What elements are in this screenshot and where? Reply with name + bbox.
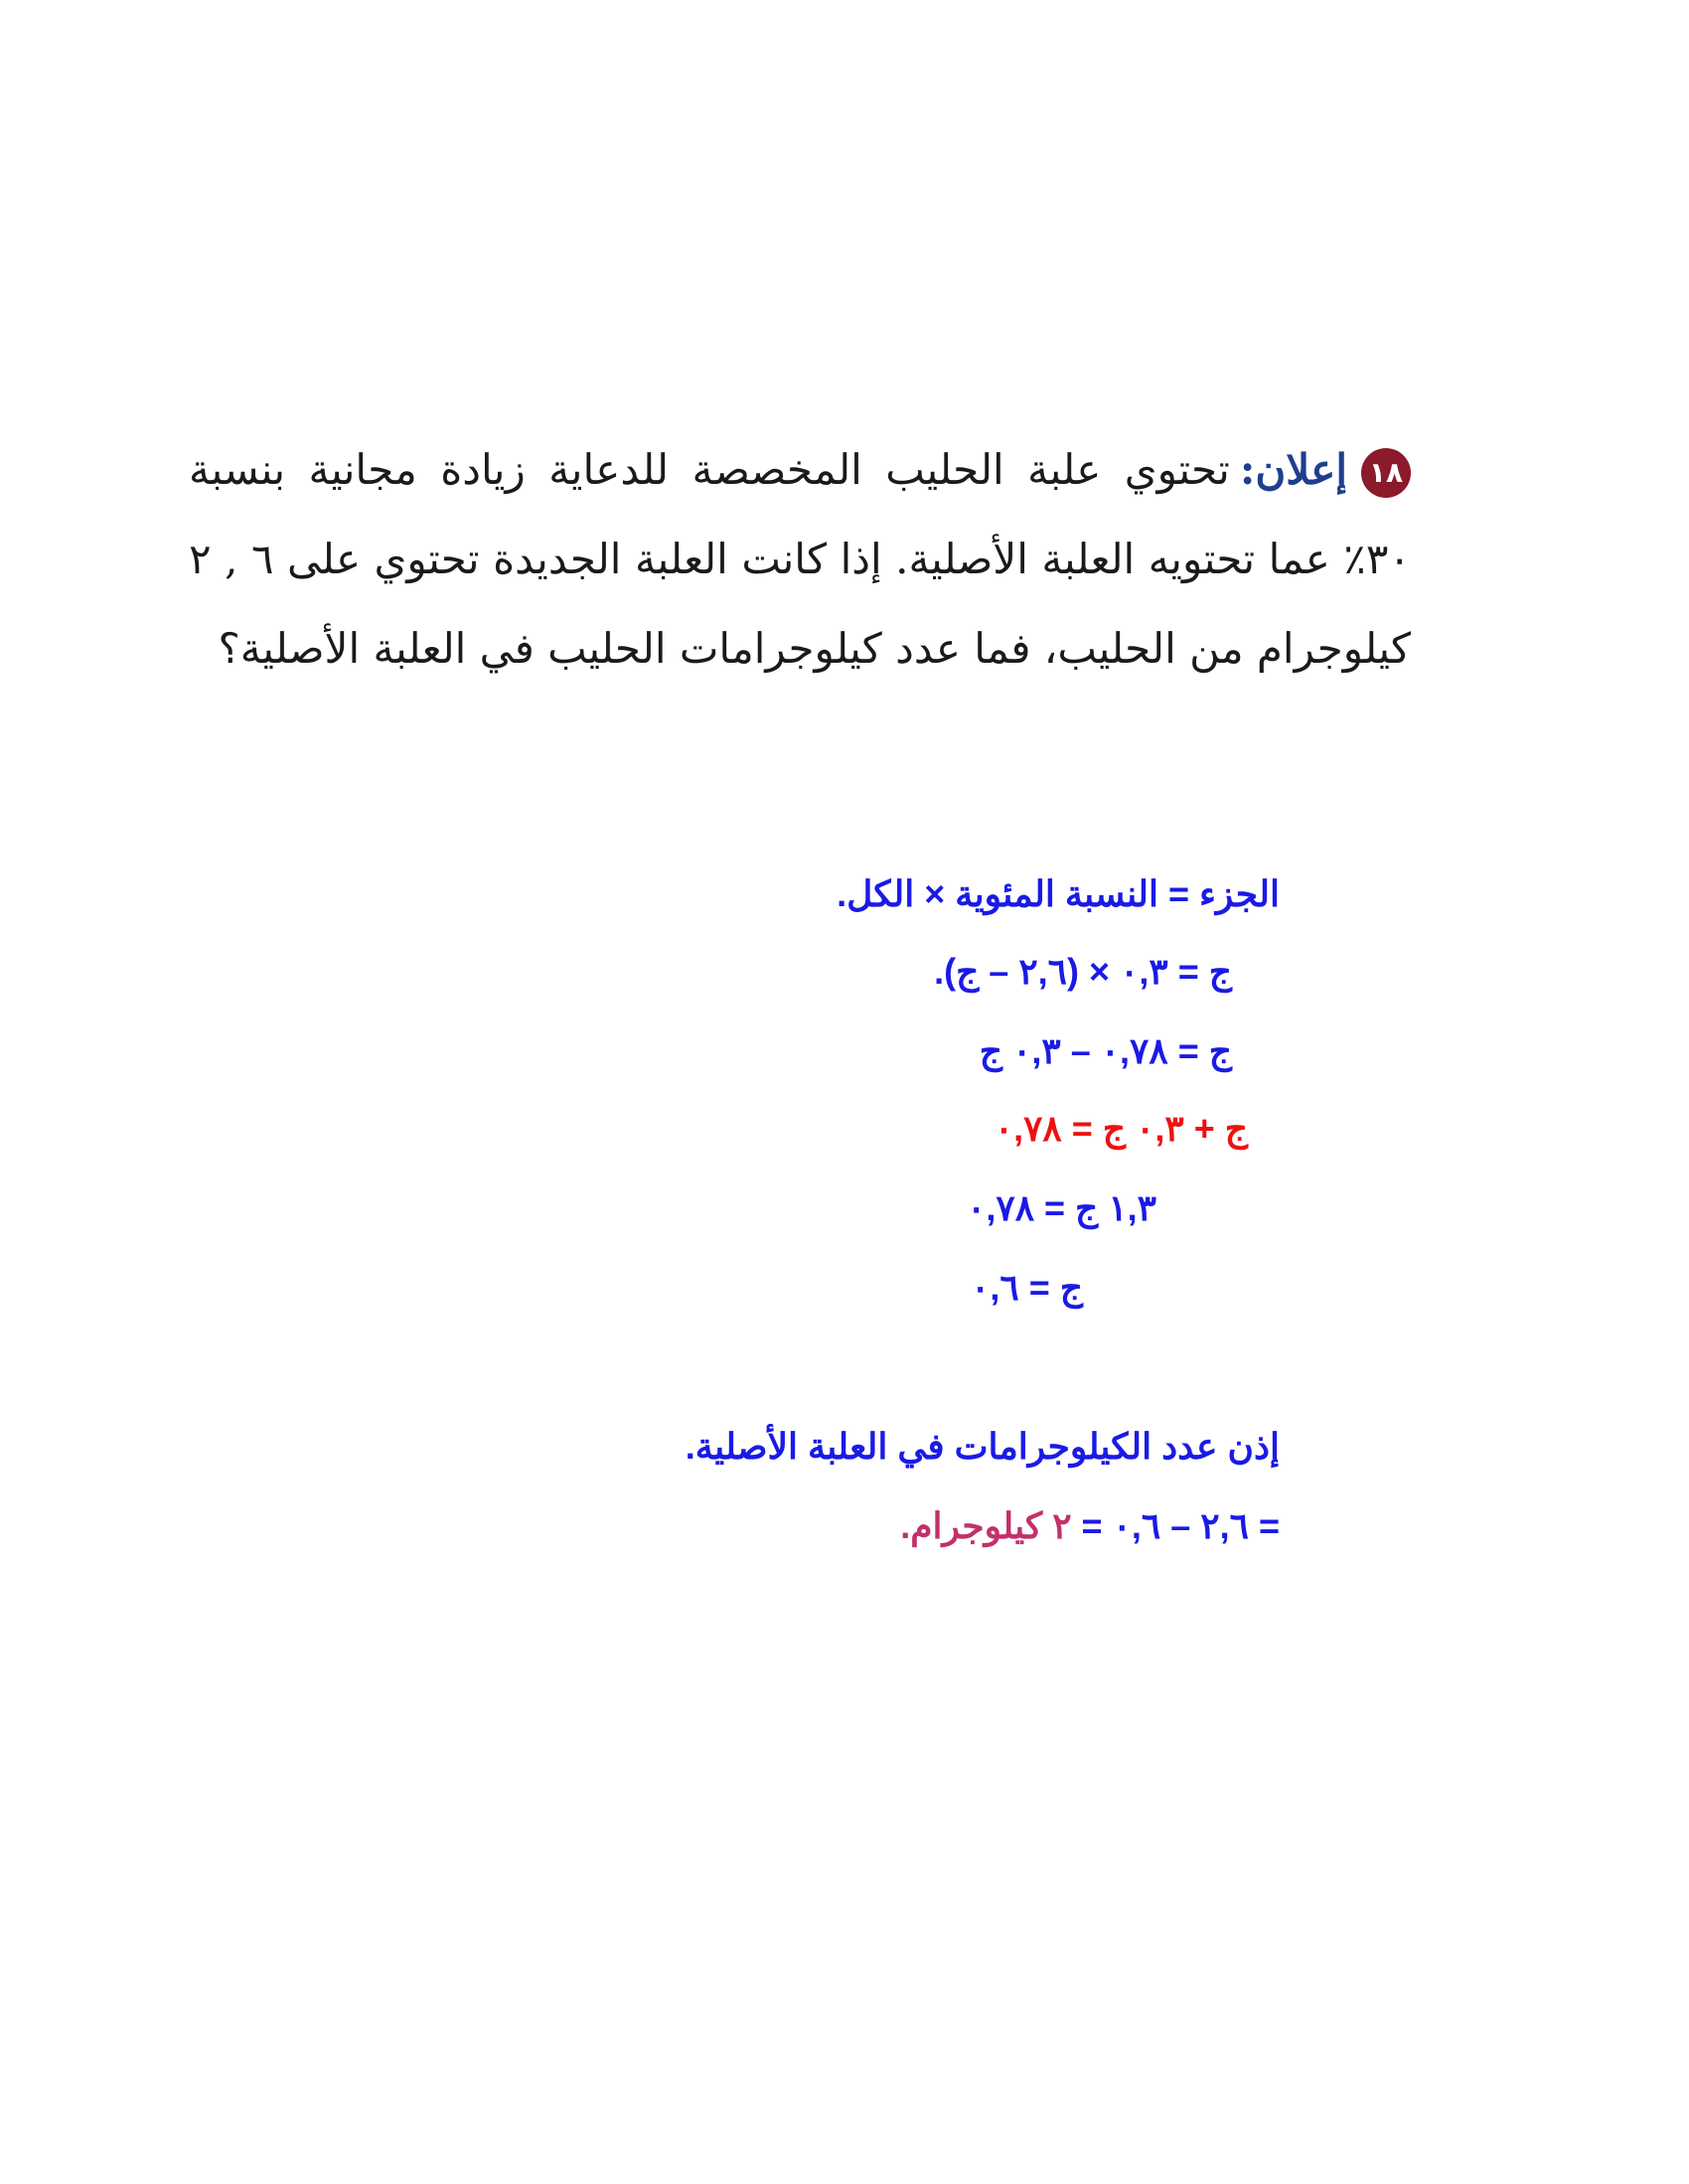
solution-line-1: الجزء = النسبة المئوية × الكل. bbox=[837, 873, 1280, 914]
final-calculation: = ٢,٦ – ٠,٦ = bbox=[1071, 1505, 1280, 1546]
solution-line-5: ١,٣ ج = ٠,٧٨ bbox=[967, 1187, 1156, 1228]
final-answer-line bbox=[900, 1502, 1280, 1550]
problem-label: إعلان: bbox=[1239, 445, 1347, 494]
problem-statement bbox=[189, 425, 1411, 694]
problem-text: تحتوي علبة الحليب المخصصة للدعاية زيادة مجانية بنسبة ٣٠٪ عما تحتويه العلبة الأصلية. إذا كانت العلبة الجديدة تحتوي على ٦ , ٢ كيلوجرام من الحليب، فما عدد كيلوجرامات الحليب في العلبة الأصلية؟ bbox=[189, 445, 1411, 673]
conclusion-text: إذن عدد الكيلوجرامات في العلبة الأصلية. bbox=[685, 1426, 1280, 1467]
solution-line-6: ج = ٠,٦ bbox=[971, 1267, 1083, 1308]
solution-line-2: ج = ٠,٣ × (٢,٦ – ج). bbox=[934, 951, 1232, 992]
solution-line-3: ج = ٠,٧٨ – ٠,٣ ج bbox=[979, 1030, 1232, 1071]
problem-number-badge: ١٨ bbox=[1361, 448, 1411, 498]
final-answer: ٢ كيلوجرام. bbox=[900, 1505, 1072, 1546]
solution-line-4: ج + ٠,٣ ج = ٠,٧٨ bbox=[994, 1108, 1248, 1149]
